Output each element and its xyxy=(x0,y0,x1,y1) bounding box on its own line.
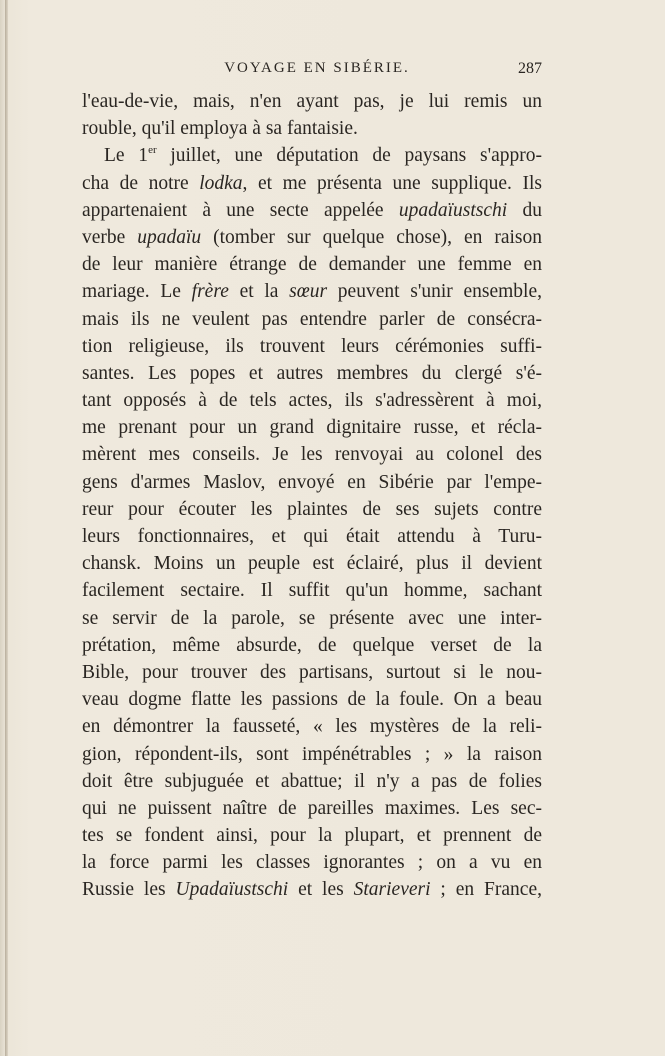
italic-term: sœur xyxy=(289,281,328,303)
text-line: l'eau-de-vie, mais, n'en ayant pas, je lui remis un xyxy=(82,91,542,112)
text-line: veau dogme flatte les passions de la foule. On a beau xyxy=(82,689,542,711)
text-line: se servir de la parole, se présente avec une inter- xyxy=(82,607,542,629)
text-line: tes se fondent ainsi, pour la plupart, et prennent de xyxy=(82,825,542,847)
running-title: VOYAGE EN SIBÉRIE. xyxy=(224,60,410,76)
text-line: qui ne puissent naître de pareilles maximes. Les sec- xyxy=(82,797,542,819)
text-line: gens d'armes Maslov, envoyé en Sibérie par l'empe- xyxy=(82,471,542,493)
text-line: cha de notre lodka, et me présenta une supplique. Ils xyxy=(82,172,542,194)
superscript: er xyxy=(148,144,157,157)
text-line: tion religieuse, ils trouvent leurs cérémonies suffi- xyxy=(82,335,542,357)
text-line: chansk. Moins un peuple est éclairé, plus il devient xyxy=(82,553,542,575)
text-line: en démontrer la fausseté, « les mystères de la reli- xyxy=(82,716,542,738)
text-line: appartenaient à une secte appelée upadaïustschi du xyxy=(82,199,543,221)
page-number: 287 xyxy=(518,60,542,77)
text-line: santes. Les popes et autres membres du clergé s'é- xyxy=(82,362,542,384)
text-line: rouble, qu'il employa à sa fantaisie. xyxy=(82,118,358,140)
italic-term: lodka xyxy=(199,172,243,194)
italic-term: upadaïu xyxy=(137,226,202,248)
text-line: facilement sectaire. Il suffit qu'un homme, sachant xyxy=(82,580,542,602)
binding-gutter xyxy=(5,0,8,1056)
text-line: me prenant pour un grand dignitaire russe, et récla- xyxy=(82,417,542,439)
italic-term: Starieveri xyxy=(353,879,431,901)
text-line: reur pour écouter les plaintes de ses sujets contre xyxy=(82,498,542,520)
text-line: doit être subjuguée et abattue; il n'y a pas de folies xyxy=(82,770,542,792)
body-text xyxy=(82,88,542,904)
running-head xyxy=(82,60,542,82)
text-line: mèrent mes conseils. Je les renvoyai au colonel des xyxy=(82,444,542,466)
text-line: verbe upadaïu (tomber sur quelque chose), en raison xyxy=(82,226,542,248)
text-line: gion, répondent-ils, sont impénétrables ; » la raison xyxy=(82,743,542,765)
text-line: tant opposés à de tels actes, ils s'adressèrent à moi, xyxy=(82,390,542,412)
text-line: la force parmi les classes ignorantes ; on a vu en xyxy=(82,852,542,874)
text-line: de leur manière étrange de demander une femme en xyxy=(82,254,542,276)
italic-term: Upadaïustschi xyxy=(175,879,289,901)
text-line: leurs fonctionnaires, et qui était attendu à Turu- xyxy=(82,526,542,547)
italic-term: upadaïustschi xyxy=(398,199,508,221)
text-line: mais ils ne veulent pas entendre parler de consécra- xyxy=(82,308,542,330)
italic-term: frère xyxy=(191,281,229,303)
text-line: Russie les Upadaïustschi et les Starieveri ; en France, xyxy=(82,879,542,901)
text-line: Bible, pour trouver des partisans, surtout si le nou- xyxy=(82,661,542,683)
text-line: prétation, même absurde, de quelque verset de la xyxy=(82,634,542,656)
text-line: mariage. Le frère et la sœur peuvent s'unir ensemble, xyxy=(82,281,542,303)
text-line: Le 1er juillet, une députation de paysans s'appro- xyxy=(104,144,542,167)
